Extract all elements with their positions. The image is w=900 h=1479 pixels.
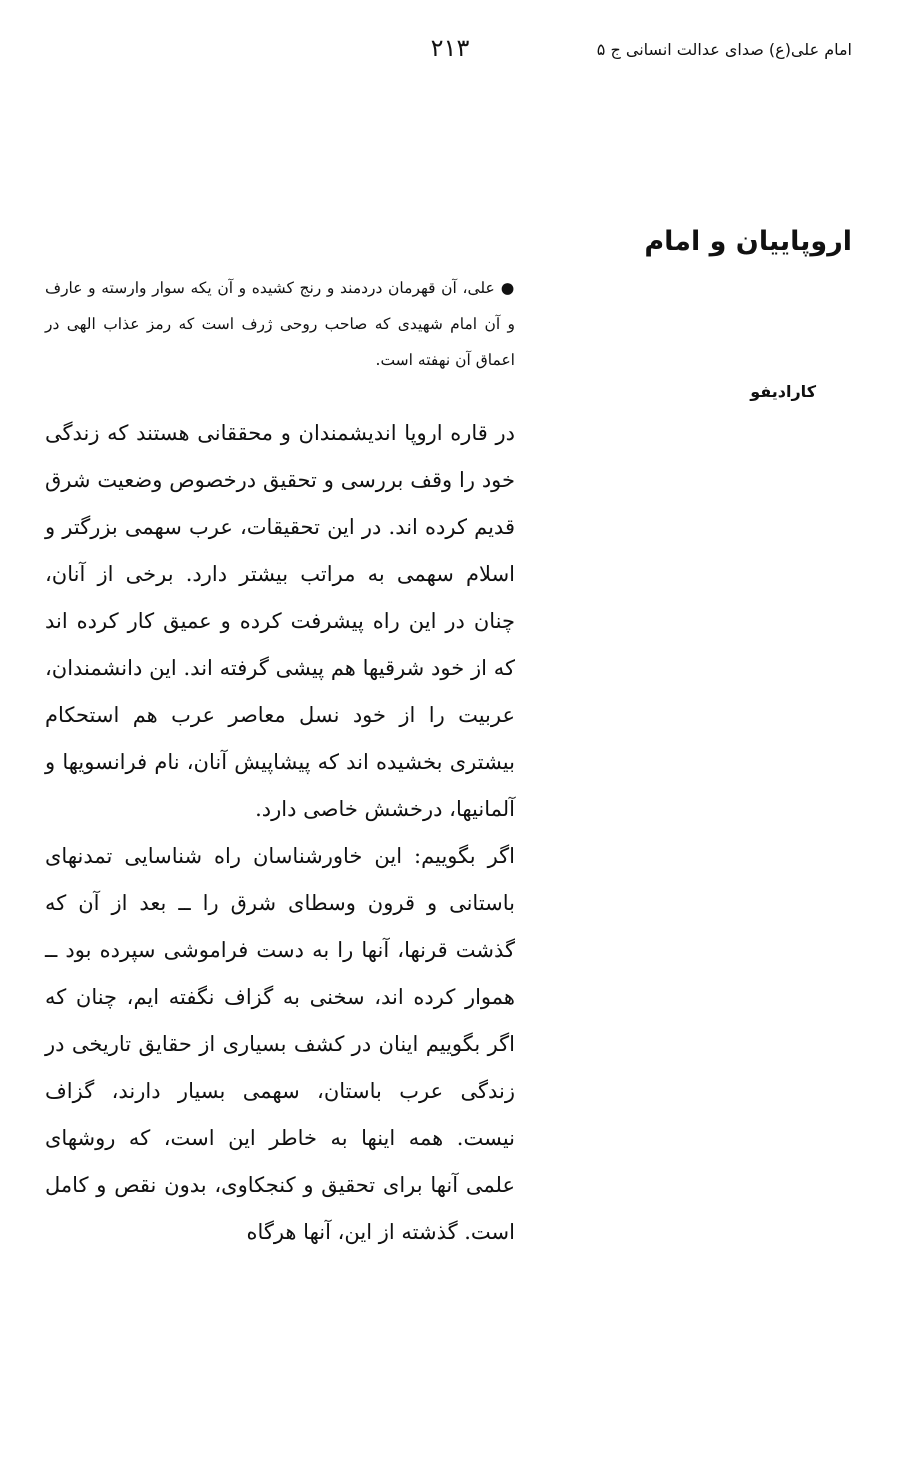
epigraph-text: علی، آن قهرمان دردمند و رنج کشیده و آن یکه سوار وارسته و عارف و آن امام شهیدی که صاحب روحی ژرف است که رمز عذاب الهی در اعماق آن نهفته است. (45, 279, 515, 369)
page-number: ۲۱۳ (430, 34, 470, 62)
running-header-title: امام علی(ع) صدای عدالت انسانی ج ۵ (596, 40, 852, 59)
bullet-icon: ● (500, 278, 515, 297)
body-paragraph: در قاره اروپا اندیشمندان و محققانی هستند که زندگی خود را وقف بررسی و تحقیق درخصوص وضعیت شرق قدیم کرده اند. در این تحقیقات، عرب سهمی بزرگتر و اسلام سهمی به مراتب بیشتر دارد. برخی از آنان، چنان در این راه پیشرفت کرده و عمیق کار کرده اند که از خود شرقیها هم پیشی گرفته اند. این دانشمندان، عربیت را از خود نسل معاصر عرب هم استحکام بیشتری بخشیده اند که پیشاپیش آنان، نام فرانسویها و آلمانیها، درخشش خاصی دارد. (45, 421, 515, 821)
quote-author-name: کارادیفو (750, 382, 816, 401)
epigraph-quote (45, 270, 515, 378)
chapter-title: اروپاییان و امام (644, 226, 852, 257)
body-paragraph: اگر بگوییم: این خاورشناسان راه شناسایی تمدنهای باستانی و قرون وسطای شرق را ــ بعد از آن که گذشت قرنها، آنها را به دست فراموشی سپرده بود ــ هموار کرده اند، سخنی به گزاف نگفته ایم، چنان که اگر بگوییم اینان در کشف بسیاری از حقایق تاریخی در زندگی عرب باستان، سهمی بسیار دارند، گزاف نیست. همه اینها به خاطر این است، که روشهای علمی آنها برای تحقیق و کنجکاوی، بدون نقص و کامل است. گذشته از این، آنها هرگاه (45, 844, 515, 1244)
body-text (45, 410, 515, 1256)
